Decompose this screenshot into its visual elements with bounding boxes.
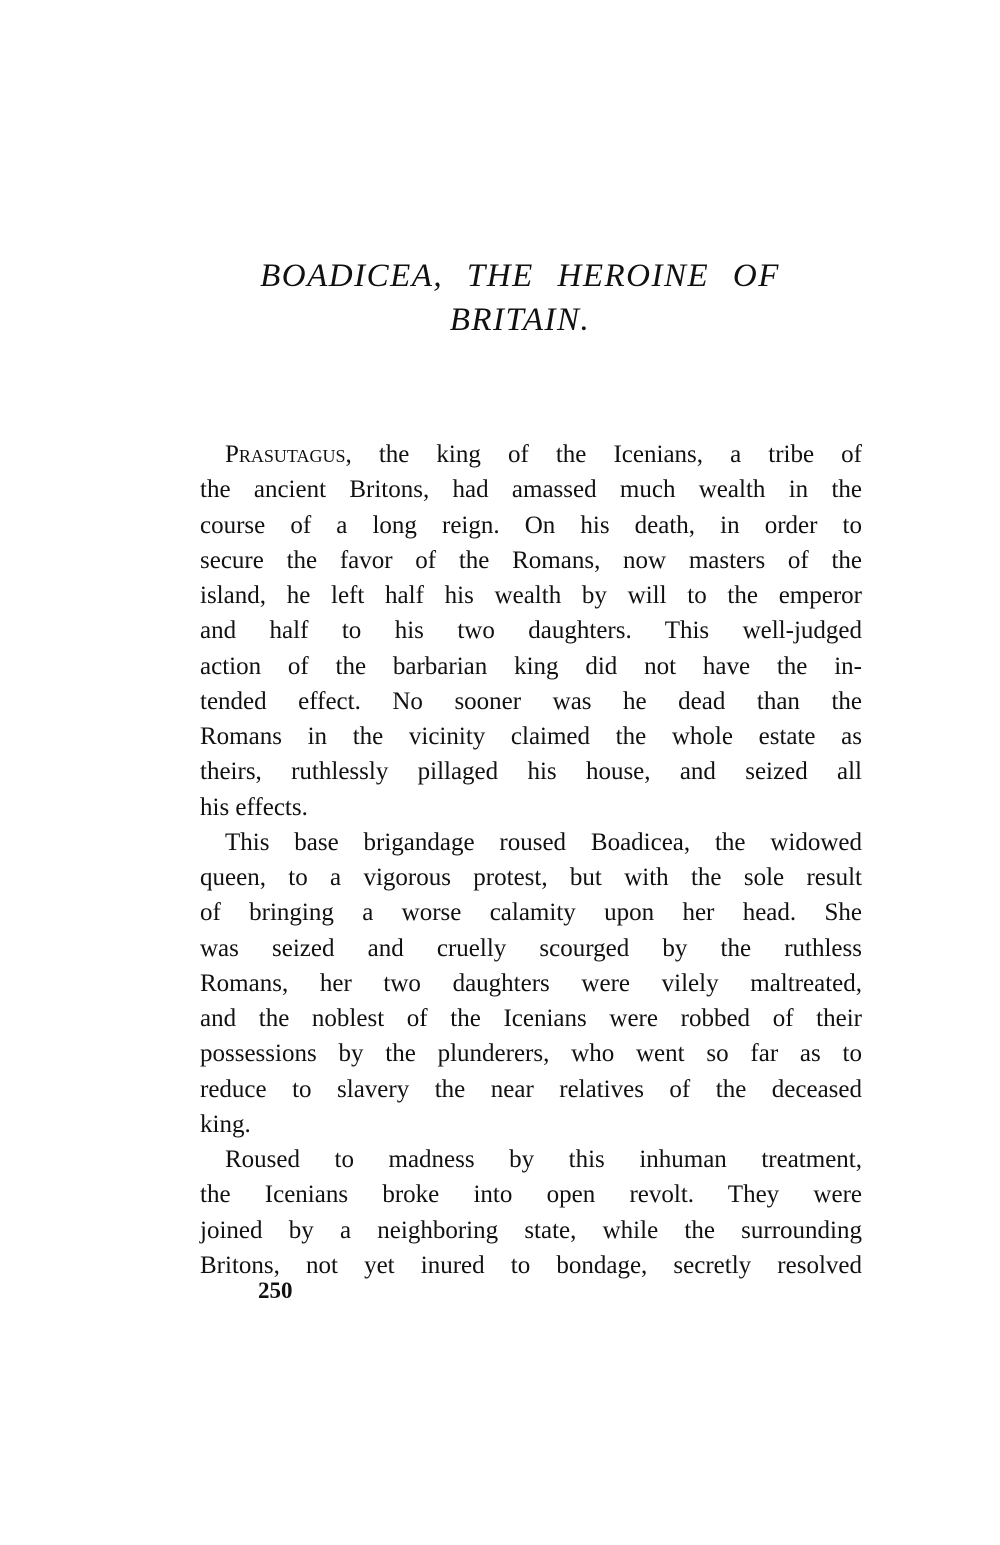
page-number: 250 <box>258 1278 293 1303</box>
text-line: and the noblest of the Icenians were robbed of their <box>200 1005 862 1032</box>
text-line: action of the barbarian king did not have the in- <box>200 652 862 680</box>
text-line: king. <box>200 1110 251 1138</box>
body-text <box>200 437 862 1283</box>
text-line: theirs, ruthlessly pillaged his house, and seized all <box>200 758 862 786</box>
text-line: Romans, her two daughters were vilely maltreated, <box>200 969 862 997</box>
text-line: the ancient Britons, had amassed much wealth in the <box>200 476 862 504</box>
text-line: Britons, not yet inured to bondage, secretly resolved <box>200 1251 862 1279</box>
text-line: Prasutagus, the king of the Icenians, a tribe of <box>225 441 862 468</box>
text-line: Romans in the vicinity claimed the whole estate as <box>200 723 862 750</box>
text-line: was seized and cruelly scourged by the ruthless <box>200 934 862 962</box>
text-line: secure the favor of the Romans, now masters of the <box>200 546 862 574</box>
text-line: his effects. <box>200 793 308 821</box>
text-line: the Icenians broke into open revolt. They were <box>200 1181 862 1209</box>
text-line: Roused to madness by this inhuman treatment, <box>225 1146 862 1173</box>
text-line: tended effect. No sooner was he dead than the <box>200 687 862 715</box>
text-line: reduce to slavery the near relatives of the deceased <box>200 1075 862 1103</box>
first-word: Prasutagus <box>225 441 346 468</box>
text-line: of bringing a worse calamity upon her head. She <box>200 899 862 927</box>
text-line: This base brigandage roused Boadicea, the widowed <box>225 828 862 856</box>
chapter-title-line-1: BOADICEA, THE HEROINE OF <box>260 258 780 294</box>
chapter-title-line-2: BRITAIN. <box>449 302 591 338</box>
text-line: course of a long reign. On his death, in order to <box>200 511 862 539</box>
text-line: and half to his two daughters. This well-judged <box>200 617 862 645</box>
text-line: queen, to a vigorous protest, but with the sole result <box>200 864 862 891</box>
text-line: island, he left half his wealth by will to the emperor <box>200 582 862 609</box>
text-line: joined by a neighboring state, while the surrounding <box>200 1216 862 1244</box>
text-line: possessions by the plunderers, who went so far as to <box>200 1040 862 1068</box>
